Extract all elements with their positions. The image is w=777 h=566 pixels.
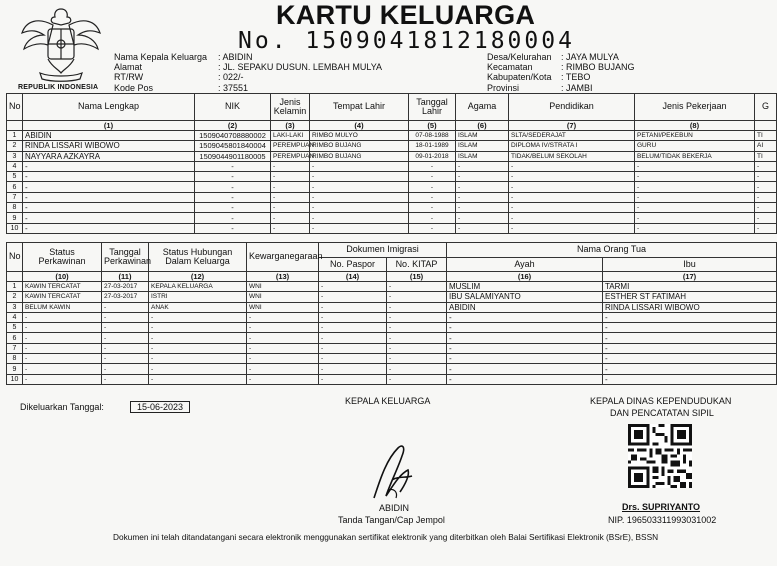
table-row [7,312,777,322]
table-cell: RINDA LISSARI WIBOWO [23,141,195,151]
info-row [114,72,382,82]
table-cell: RINDA LISSARI WIBOWO [603,302,777,312]
table-cell: ISLAM [456,151,509,161]
column-index-label: (4) [310,121,409,131]
table-cell: - [195,172,271,182]
table-cell: - [755,223,777,233]
table-cell: - [247,343,319,353]
table-cell: - [447,312,603,322]
table-cell: 2 [7,292,23,302]
table-cell: 9 [7,364,23,374]
table-cell: 1 [7,282,23,292]
head-of-family-name: ABIDIN [379,503,410,513]
table-cell: - [456,182,509,192]
table-cell: - [102,312,149,322]
col-ibu: Ibu [603,257,777,272]
table-cell: - [447,343,603,353]
table-cell: 5 [7,323,23,333]
column-index-label [755,121,777,131]
document-title: KARTU KELUARGA [276,0,536,30]
table-cell: - [635,161,755,171]
col-nik: NIK [195,94,271,121]
col-status-hubungan: Status Hubungan Dalam Keluarga [149,243,247,272]
col-jenis-kelamin: Jenis Kelamin [271,94,310,121]
table-cell: PEREMPUAN [271,141,310,151]
table-cell: - [310,213,409,223]
table-cell: LAKI-LAKI [271,131,310,141]
table-cell: - [195,203,271,213]
table-cell: - [409,161,456,171]
info-label: Alamat [114,62,143,73]
col-tanggal-lahir: Tanggal Lahir [409,94,456,121]
table-cell: WNI [247,302,319,312]
table-cell: 5 [7,172,23,182]
info-value: : JL. SEPAKU DUSUN. LEMBAH MULYA [218,62,383,73]
column-index-label [7,272,23,282]
column-index-label: (11) [102,272,149,282]
table-cell: - [319,374,387,384]
column-index-label: (12) [149,272,247,282]
table-cell: - [387,374,447,384]
table-cell: - [23,161,195,171]
table-cell: - [23,333,102,343]
garuda-emblem-icon [18,3,104,85]
table-cell: - [387,343,447,353]
table-cell: SLTA/SEDERAJAT [509,131,635,141]
table-cell: - [310,203,409,213]
table-cell: - [635,172,755,182]
table-cell: WNI [247,282,319,292]
table-cell: - [310,192,409,202]
table-cell: 27-03-2017 [102,292,149,302]
table-row [7,192,777,202]
table-cell: - [603,343,777,353]
table-cell: ANAK [149,302,247,312]
info-label: RT/RW [114,72,144,83]
table-cell: - [310,161,409,171]
table-cell: TARMI [603,282,777,292]
table-cell: - [409,192,456,202]
table-row [7,354,777,364]
table-cell: - [509,203,635,213]
table-cell: RIMBO BUJANG [310,141,409,151]
table-cell: - [447,374,603,384]
column-index-label: (15) [387,272,447,282]
info-row [487,52,635,62]
col-nama-lengkap: Nama Lengkap [23,94,195,121]
table-cell: - [149,312,247,322]
table-cell: TIDAK/BELUM SEKOLAH [509,151,635,161]
table-index-row [7,121,777,131]
info-row [114,52,382,62]
table-cell: - [23,354,102,364]
table-cell: - [271,223,310,233]
info-row [487,62,635,72]
table-cell: 1509045801840004 [195,141,271,151]
table-cell: - [271,172,310,182]
table-cell: - [102,374,149,384]
table-cell: - [603,312,777,322]
table-cell: - [387,302,447,312]
table-cell: - [23,203,195,213]
table-cell: - [102,323,149,333]
table-cell: - [387,333,447,343]
column-index-label: (10) [23,272,102,282]
table-cell: - [387,282,447,292]
col-no-paspor: No. Paspor [319,257,387,272]
table-cell: - [509,223,635,233]
table-cell: 2 [7,141,23,151]
col-kewarganegaraan: Kewarganegaraan [247,243,319,272]
table-cell: 6 [7,333,23,343]
column-index-label: (14) [319,272,387,282]
info-value: : RIMBO BUJANG [561,62,635,73]
table-cell: GURU [635,141,755,151]
table-cell: - [319,333,387,343]
info-label: Kabupaten/Kota [487,72,552,83]
table-cell: 7 [7,343,23,353]
table-cell: - [319,292,387,302]
table-cell: - [319,282,387,292]
table-cell: TI [755,151,777,161]
table-cell: TI [755,131,777,141]
table-row [7,223,777,233]
table-cell: IBU SALAMIYANTO [447,292,603,302]
info-label: Kode Pos [114,82,154,93]
table-cell: - [247,333,319,343]
table-cell: - [387,364,447,374]
table-cell: ABIDIN [447,302,603,312]
table-cell: 1509044901180005 [195,151,271,161]
info-label: Nama Kepala Keluarga [114,52,208,62]
issued-date-value: 15-06-2023 [130,401,190,413]
document-number: No. 1509041812180004 [238,28,575,54]
table-cell: - [603,354,777,364]
column-index-label: (6) [456,121,509,131]
table-cell: - [509,172,635,182]
table-cell: 10 [7,374,23,384]
table-cell: - [149,364,247,374]
table-index-row [7,272,777,282]
table-row [7,172,777,182]
qr-code-icon [628,424,692,488]
col-dokumen-imigrasi: Dokumen Imigrasi [319,243,447,258]
col-tempat-lahir: Tempat Lahir [310,94,409,121]
head-of-family-title: KEPALA KELUARGA [345,396,431,406]
table-cell: - [23,374,102,384]
table-cell: 07-08-1988 [409,131,456,141]
info-value: : JAYA MULYA [561,52,619,62]
col-no-kitap: No. KITAP [387,257,447,272]
table-cell: ISTRI [149,292,247,302]
table-cell: 4 [7,161,23,171]
table-row [7,323,777,333]
table-row [7,131,777,141]
table-cell: - [271,161,310,171]
column-index-label: (13) [247,272,319,282]
table-cell: - [387,354,447,364]
table-cell: ABIDIN [23,131,195,141]
col-status-perkawinan: Status Perkawinan [23,243,102,272]
table-cell: - [271,203,310,213]
column-index-label: (16) [447,272,603,282]
table-cell: - [102,333,149,343]
table-cell: - [509,213,635,223]
table-cell: BELUM/TIDAK BEKERJA [635,151,755,161]
info-label: Kecamatan [487,62,533,73]
table-cell: - [195,192,271,202]
official-title-line1: KEPALA DINAS KEPENDUDUKAN [590,396,732,406]
table-cell: 1509040708880002 [195,131,271,141]
table-cell: - [195,182,271,192]
signature-caption: Tanda Tangan/Cap Jempol [338,515,445,525]
table-cell: - [447,354,603,364]
table-cell: NAYYARA AZKAYRA [23,151,195,161]
table-cell: - [195,213,271,223]
table-cell: - [149,354,247,364]
table-cell: MUSLIM [447,282,603,292]
table-row [7,151,777,161]
table-cell: ISLAM [456,141,509,151]
info-value: : TEBO [561,72,591,83]
col-no: No [7,94,23,121]
table-cell: - [635,213,755,223]
col-ayah: Ayah [447,257,603,272]
col-nama-orang-tua: Nama Orang Tua [447,243,777,258]
table-cell: 7 [7,192,23,202]
table-cell: - [149,374,247,384]
table-cell: - [635,223,755,233]
table-cell: - [456,213,509,223]
table-row [7,343,777,353]
table-cell: - [102,364,149,374]
table-cell: KEPALA KELUARGA [149,282,247,292]
table-cell: - [247,354,319,364]
info-label: Desa/Kelurahan [487,52,552,62]
column-index-label: (1) [23,121,195,131]
table-cell: 9 [7,213,23,223]
table-cell: - [409,203,456,213]
info-value: : 37551 [218,82,249,93]
table-cell: KAWIN TERCATAT [23,292,102,302]
table-cell: - [447,333,603,343]
table-cell: - [319,364,387,374]
table-cell: - [310,223,409,233]
family-status-table [6,242,777,385]
table-cell: BELUM KAWIN [23,302,102,312]
table-cell: - [149,333,247,343]
column-index-label: (7) [509,121,635,131]
emblem-label: REPUBLIK INDONESIA [18,84,99,91]
table-cell: WNI [247,292,319,302]
column-index-label: (3) [271,121,310,131]
table-cell: - [456,223,509,233]
info-label: Provinsi [487,82,520,93]
table-cell: - [755,213,777,223]
table-row [7,333,777,343]
table-cell: - [509,182,635,192]
table-cell: 18-01-1989 [409,141,456,151]
family-members-table [6,93,777,234]
table-cell: - [635,182,755,192]
table-cell: ESTHER ST FATIMAH [603,292,777,302]
col-no: No [7,243,23,272]
family-info-right [487,52,635,93]
table-cell: - [409,213,456,223]
table-cell: - [271,213,310,223]
table-row [7,182,777,192]
table-cell: 3 [7,151,23,161]
table-cell: - [456,161,509,171]
table-cell: - [603,323,777,333]
table-cell: 10 [7,223,23,233]
table-cell: - [755,203,777,213]
table-cell: - [319,354,387,364]
info-value: : JAMBI [561,82,593,93]
table-cell: 8 [7,203,23,213]
table-cell: - [271,182,310,192]
table-cell: - [409,172,456,182]
table-row [7,213,777,223]
table-cell: - [247,374,319,384]
table-row [7,203,777,213]
table-row [7,302,777,312]
table-cell: - [271,192,310,202]
table-cell: - [409,182,456,192]
table-cell: RIMBO MULYO [310,131,409,141]
table-cell: - [102,354,149,364]
table-cell: - [149,343,247,353]
official-nip: NIP. 196503311993031002 [608,515,717,525]
table-cell: - [319,343,387,353]
table-cell: 8 [7,354,23,364]
table-cell: - [509,161,635,171]
table-cell: PEREMPUAN [271,151,310,161]
info-row [487,72,635,82]
info-row [487,83,635,93]
table-cell: DIPLOMA IV/STRATA I [509,141,635,151]
info-row [114,83,382,93]
table-cell: - [23,323,102,333]
col-golongan-darah: G [755,94,777,121]
table-cell: - [456,172,509,182]
table-cell: - [456,192,509,202]
table-cell: - [755,161,777,171]
table-cell: - [509,192,635,202]
table-cell: - [149,323,247,333]
column-index-label: (5) [409,121,456,131]
col-jenis-pekerjaan: Jenis Pekerjaan [635,94,755,121]
table-cell: - [23,172,195,182]
col-agama: Agama [456,94,509,121]
table-cell: - [447,364,603,374]
table-row [7,364,777,374]
info-value: : 022/- [218,72,244,83]
col-tanggal-perkawinan: Tanggal Perkawinan [102,243,149,272]
family-info-left [114,52,382,93]
table-cell: - [23,182,195,192]
info-value: : ABIDIN [218,52,253,62]
signature-icon [368,440,416,506]
table-cell: - [102,302,149,312]
table-cell: - [387,323,447,333]
table-row [7,141,777,151]
issued-date-label: Dikeluarkan Tanggal: [20,402,104,412]
official-title-line2: DAN PENCATATAN SIPIL [610,408,714,418]
table-cell: RIMBO BUJANG [310,151,409,161]
table-cell: - [319,302,387,312]
table-cell: - [456,203,509,213]
table-header-row [7,94,777,121]
table-cell: - [603,364,777,374]
table-cell: - [23,343,102,353]
table-row [7,374,777,384]
table-row [7,282,777,292]
table-cell: - [310,182,409,192]
column-index-label: (17) [603,272,777,282]
table-cell: 4 [7,312,23,322]
table-cell: - [319,312,387,322]
table-cell: KAWIN TERCATAT [23,282,102,292]
col-pendidikan: Pendidikan [509,94,635,121]
table-cell: - [247,323,319,333]
table-cell: 27-03-2017 [102,282,149,292]
table-cell: - [319,323,387,333]
table-cell: - [603,333,777,343]
table-cell: - [755,182,777,192]
table-cell: - [247,364,319,374]
column-index-label: (8) [635,121,755,131]
table-header-row [7,243,777,258]
table-cell: - [635,203,755,213]
table-cell: - [603,374,777,384]
table-cell: - [102,343,149,353]
column-index-label: (2) [195,121,271,131]
table-cell: - [310,172,409,182]
table-cell: - [23,364,102,374]
table-cell: 3 [7,302,23,312]
table-cell: - [23,312,102,322]
table-cell: 6 [7,182,23,192]
table-cell: - [447,323,603,333]
info-row [114,62,382,72]
table-cell: ISLAM [456,131,509,141]
table-cell: - [409,223,456,233]
table-cell: - [387,292,447,302]
table-cell: - [635,192,755,202]
column-index-label [7,121,23,131]
table-cell: 1 [7,131,23,141]
table-cell: - [23,223,195,233]
table-cell: - [195,161,271,171]
table-cell: - [23,213,195,223]
table-cell: - [755,192,777,202]
electronic-signature-disclaimer: Dokumen ini telah ditandatangani secara elektronik menggunakan sertifikat elektronik yang diterbitkan oleh Balai Sertifikasi Elektronik (BSrE), BSSN [113,532,659,542]
table-cell: - [247,312,319,322]
table-cell: - [23,192,195,202]
table-row [7,292,777,302]
table-cell: PETANI/PEKEBUN [635,131,755,141]
table-cell: 09-01-2018 [409,151,456,161]
official-name: Drs. SUPRIYANTO [622,502,701,512]
table-row [7,161,777,171]
table-cell: - [387,312,447,322]
table-cell: - [195,223,271,233]
table-cell: - [755,172,777,182]
table-cell: AI [755,141,777,151]
